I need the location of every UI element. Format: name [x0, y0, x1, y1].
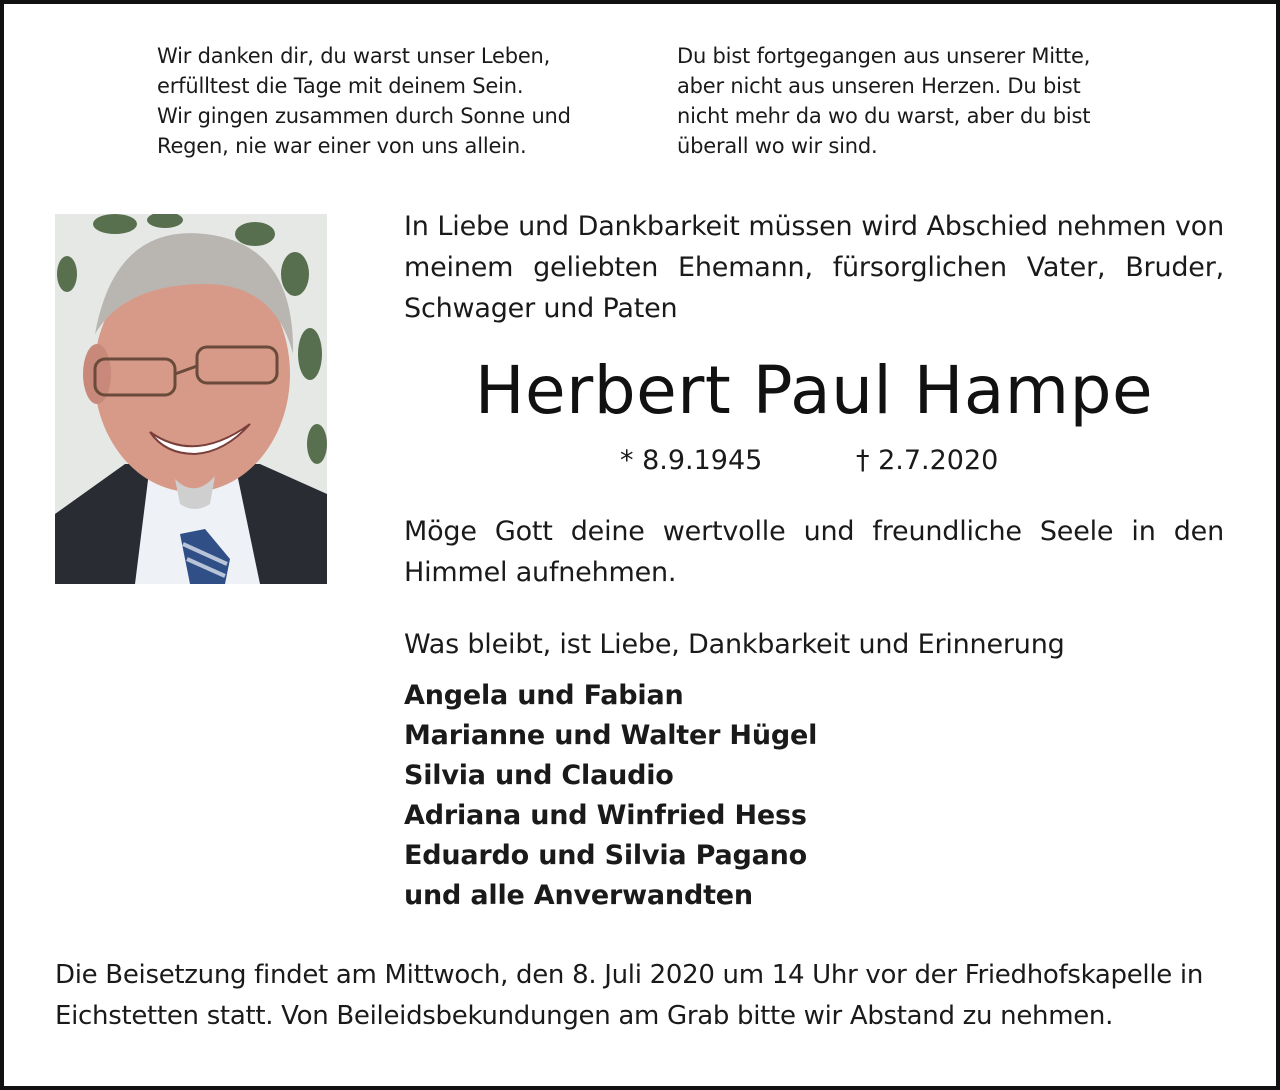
birth-date: * 8.9.1945	[620, 445, 763, 476]
blessing-text: Möge Gott deine wertvolle und freundliche Seele in den Himmel aufnehmen.	[404, 516, 1224, 588]
deceased-name: Herbert Paul Hampe	[474, 352, 1154, 429]
poem-left: Wir danken dir, du warst unser Leben, erfülltest die Tage mit deinem Sein. Wir gingen zusammen durch Sonne und Regen, nie war einer von uns allein.	[157, 44, 571, 158]
family-member: Angela und Fabian	[404, 680, 684, 711]
portrait-photo	[55, 214, 327, 584]
family-member: Silvia und Claudio	[404, 760, 674, 791]
poem-right: Du bist fortgegangen aus unserer Mitte, aber nicht aus unseren Herzen. Du bist nicht mehr da wo du warst, aber du bist überall wo wir sind.	[677, 44, 1091, 158]
family-member: Eduardo und Silvia Pagano	[404, 840, 808, 871]
family-list	[404, 676, 1224, 916]
family-member: und alle Anverwandten	[404, 880, 753, 911]
family-member: Marianne und Walter Hügel	[404, 720, 818, 751]
funeral-notice: Die Beisetzung findet am Mittwoch, den 8. Juli 2020 um 14 Uhr vor der Friedhofskapelle in Eichstetten statt. Von Beileidsbekundungen am Grab bitte wir Abstand zu nehmen.	[55, 960, 1204, 1031]
death-date: † 2.7.2020	[856, 445, 999, 476]
intro-text: In Liebe und Dankbarkeit müssen wird Abschied nehmen von meinem geliebten Ehemann, fürsorglichen Vater, Bruder, Schwager und Paten	[404, 211, 1224, 324]
remain-text: Was bleibt, ist Liebe, Dankbarkeit und Erinnerung	[404, 629, 1065, 660]
family-member: Adriana und Winfried Hess	[404, 800, 807, 831]
